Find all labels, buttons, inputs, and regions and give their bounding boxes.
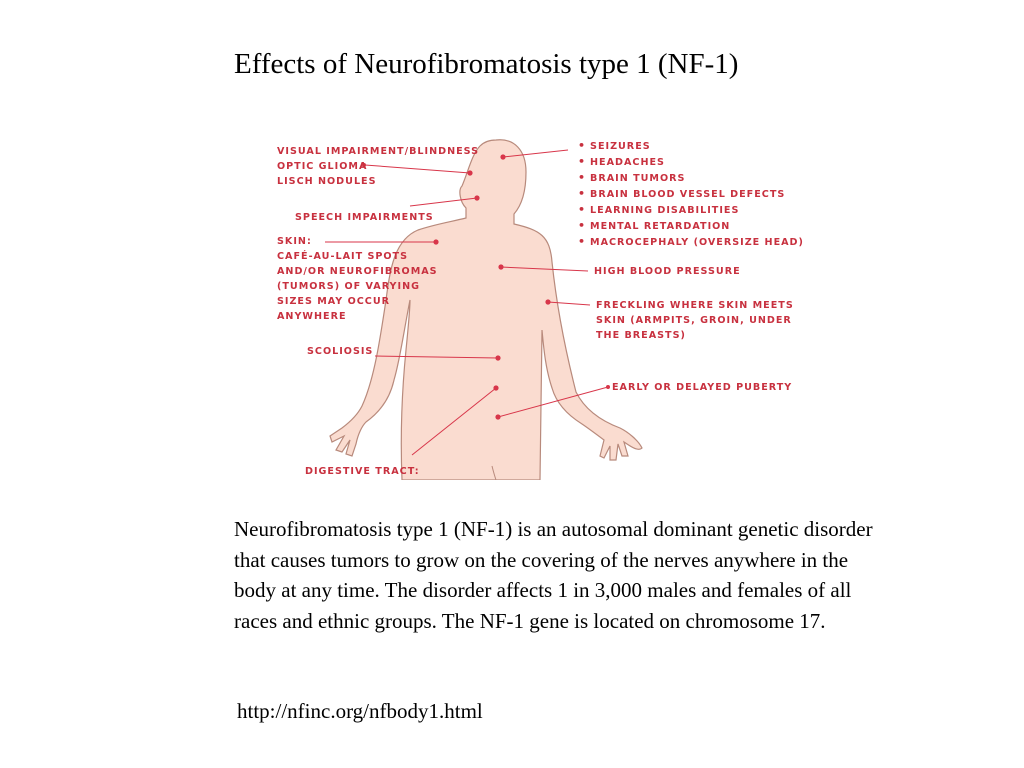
label-eyes (277, 144, 479, 189)
label-head-item: • MENTAL RETARDATION (578, 218, 804, 234)
label-digestive: DIGESTIVE TRACT: (305, 466, 420, 477)
label-head-item: • MACROCEPHALY (OVERSIZE HEAD) (578, 234, 804, 250)
label-skin-line: AND/OR NEUROFIBROMAS (277, 266, 438, 277)
label-skin-line: ANYWHERE (277, 311, 347, 322)
label-scoliosis: SCOLIOSIS (307, 346, 374, 357)
label-head-item: • SEIZURES (578, 138, 804, 154)
label-eyes-line: OPTIC GLIOMA (277, 161, 368, 172)
label-head-item: • LEARNING DISABILITIES (578, 202, 804, 218)
label-skin-line: (TUMORS) OF VARYING (277, 281, 420, 292)
pointer-end-puberty (606, 385, 610, 389)
pointer-dot-scoliosis (495, 355, 500, 360)
pointer-dot-speech (474, 195, 479, 200)
pointer-dot-blood-pressure (498, 264, 503, 269)
label-puberty: EARLY OR DELAYED PUBERTY (612, 382, 793, 393)
label-skin-line: SKIN: (277, 236, 312, 247)
label-freckling-line: FRECKLING WHERE SKIN MEETS (596, 300, 794, 311)
label-freckling (596, 298, 794, 343)
page-title: Effects of Neurofibromatosis type 1 (NF-1) (234, 48, 739, 80)
pointer-dot-head (500, 154, 505, 159)
body-diagram (270, 130, 810, 480)
label-skin (277, 234, 438, 324)
label-head-item: • BRAIN BLOOD VESSEL DEFECTS (578, 186, 804, 202)
label-eyes-line: VISUAL IMPAIRMENT/BLINDNESS (277, 146, 480, 157)
label-list-head (578, 138, 804, 250)
label-head-item: • BRAIN TUMORS (578, 170, 804, 186)
label-speech: SPEECH IMPAIRMENTS (295, 212, 434, 223)
pointer-dot-digestive (493, 385, 498, 390)
source-url: http://nfinc.org/nfbody1.html (237, 699, 483, 723)
description-paragraph: Neurofibromatosis type 1 (NF-1) is an autosomal dominant genetic disorder that causes tumors to grow on the covering of the nerves anywhere in the body at any time. The disorder affects 1 in 3,000 males and females of all races and ethnic groups. The NF-1 gene is located on chromosome 17. (234, 517, 873, 633)
label-freckling-line: THE BREASTS) (596, 330, 686, 341)
label-blood-pressure: HIGH BLOOD PRESSURE (594, 266, 741, 277)
pointer-dot-freckling (545, 299, 550, 304)
label-skin-line: SIZES MAY OCCUR (277, 296, 390, 307)
label-skin-line: CAFÉ-AU-LAIT SPOTS (277, 251, 408, 262)
pointer-dot-puberty (495, 414, 500, 419)
label-head-item: • HEADACHES (578, 154, 804, 170)
label-freckling-line: SKIN (ARMPITS, GROIN, UNDER (596, 315, 792, 326)
label-eyes-line: LISCH NODULES (277, 176, 377, 187)
